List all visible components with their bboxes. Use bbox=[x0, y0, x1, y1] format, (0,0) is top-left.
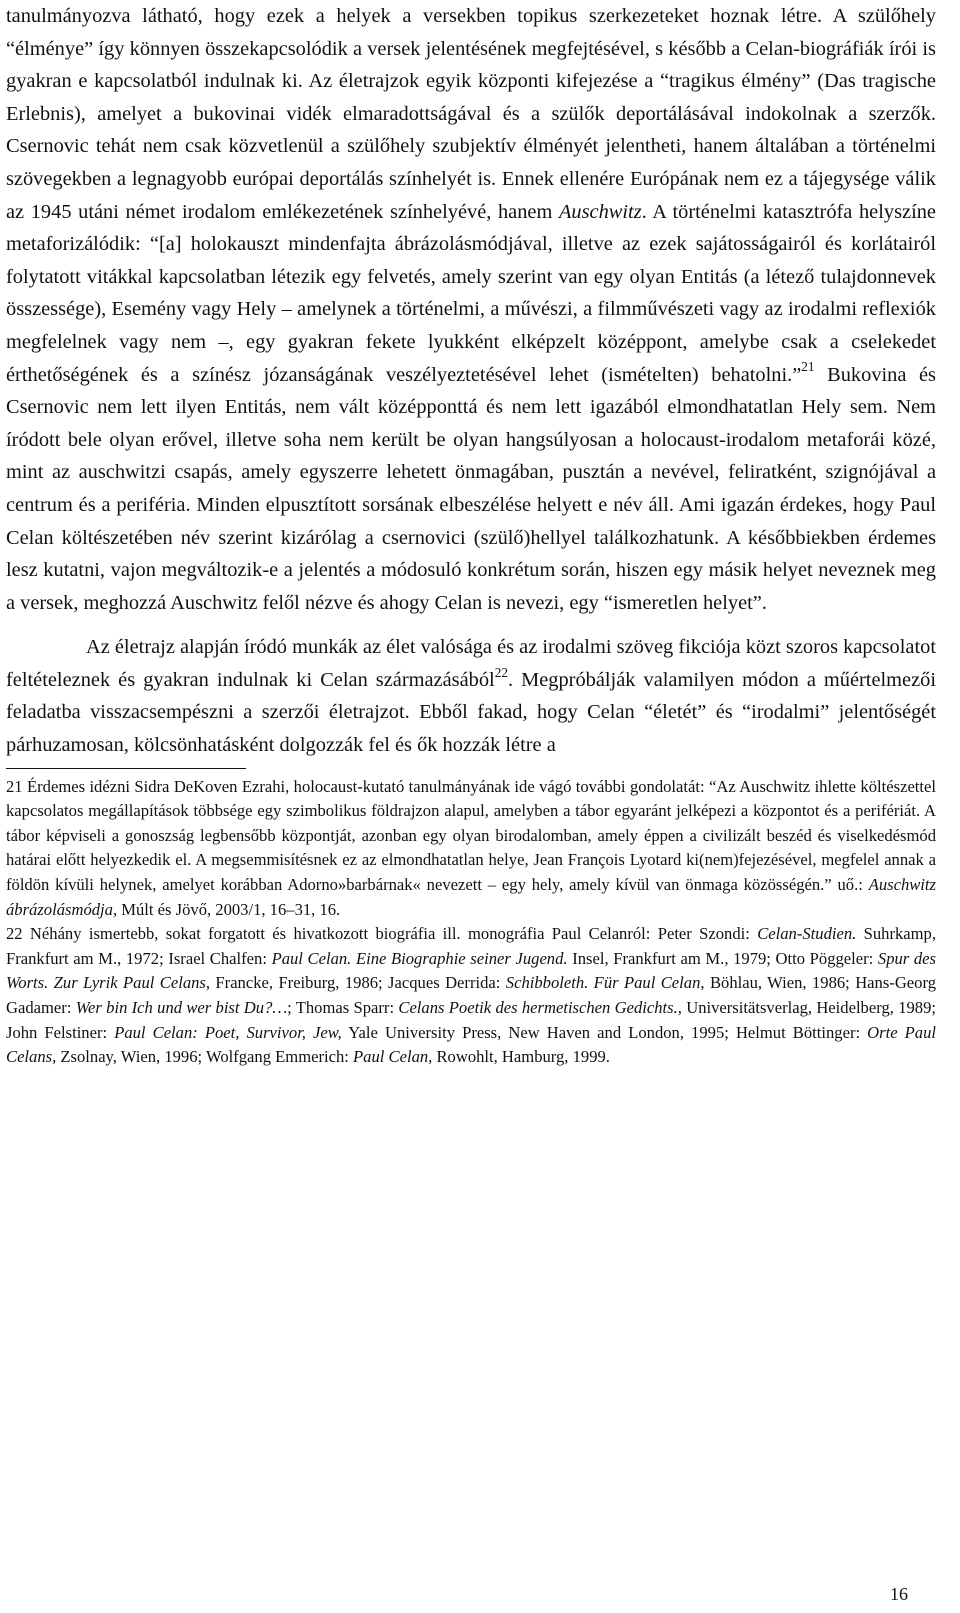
body-paragraph-1 bbox=[6, 0, 936, 619]
text-run: Suhrkamp, Frankfurt am M., 1972; Israel Chalfen: bbox=[6, 924, 936, 968]
text-run: , Böhlau, Wien, 1986; Hans-Georg Gadamer: bbox=[6, 973, 936, 1017]
italic-text: Orte Paul Celans, bbox=[6, 1022, 937, 1067]
italic-text: Celans Poetik des hermetischen Gedichts. bbox=[398, 998, 678, 1017]
text-run: . A történelmi katasztrófa helyszíne metaforizálódik: “[a] holokauszt mindenfajta ábrázolásmódjával, illetve az ezek sajátosságairól és korlátairól folytatott vitákkal kapcsolatban létezik egy felvetés, amely szerint van egy olyan Entitás (a létező tulajdonnevek összessége), Esemény vagy Hely – amelynek a történelmi, a művészi, a filmművészeti vagy az irodalmi reflexiók megfelelnek vagy nem –, egy gyakran fekete lyukként elképzelt középpont, amelybe csak a cselekedet érthetőségének és a színész józanságának veszélyeztetésével lehet (ismételten) behatolni.” bbox=[6, 200, 936, 386]
text-run: Insel, Frankfurt am M., 1979; Otto Pöggeler: bbox=[567, 948, 878, 968]
text-run: Rowohlt, Hamburg, 1999. bbox=[432, 1047, 610, 1067]
text-run: Yale University Press, New Haven and London, 1995; Helmut Böttinger: bbox=[341, 1022, 868, 1042]
page-number: 16 bbox=[890, 1584, 908, 1604]
italic-text: Auschwitz bbox=[558, 200, 642, 223]
footnote-22 bbox=[6, 922, 936, 1070]
footnote-21 bbox=[6, 775, 936, 923]
footnote-reference: 22 bbox=[494, 664, 508, 680]
italic-text: Paul Celan. Eine Biographie seiner Jugend. bbox=[271, 948, 568, 968]
italic-text: Celan-Studien. bbox=[757, 924, 857, 944]
footnote-reference: 21 bbox=[801, 359, 815, 375]
text-run: Bukovina és Csernovic nem lett ilyen Entitás, nem vált középponttá és nem lett igazából elmondhatatlan Hely sem. Nem íródott bele olyan erővel, illetve soha nem került be olyan hangsúlyosan a holocaust-irodalom metaforái közé, mint az auschwitzi csapás, amely egyszerre lehetett önmagában, pusztán a nevével, feliratként, szignójával a centrum és a periféria. Minden elpusztított sorsának elbeszélése helyett e név áll. Ami igazán érdekes, hogy Paul Celan költészetében név szerint kizárólag a csernovici (szülő)hellyel találkozhatunk. A későbbiekben érdemes lesz kutatni, vajon megváltozik-e a jelentés a módosuló konkrétum során, hiszen egy másik helyet neveznek meg a versek, meghozzá Auschwitz felől nézve és ahogy Celan is nevezi, egy “ismeretlen helyet”. bbox=[6, 363, 936, 614]
text-run: Az életrajz alapján íródó munkák az élet valósága és az irodalmi szöveg fikciója közt szoros kapcsolatot feltételeznek és gyakran indulnak ki Celan származásából bbox=[6, 636, 936, 691]
text-run: 22 Néhány ismertebb, sokat forgatott és hivatkozott biográfia ill. monográfia Paul Celanról: Peter Szondi: bbox=[6, 924, 758, 944]
italic-text: Wer bin Ich und wer bist Du?… bbox=[75, 998, 288, 1017]
text-run: . Megpróbálják valamilyen módon a műértelmezői feladatba visszacsempészni a szerzői életrajzot. Ebből fakad, hogy Celan “életét” és “irodalmi” jelentőségét párhuzamosan, kölcsönhatásként dolgozzák fel és ők hozzák létre a bbox=[6, 668, 937, 757]
text-run: 21 Érdemes idézni Sidra DeKoven Ezrahi, holocaust-kutató tanulmányának ide vágó további gondolatát: “Az Auschwitz ihlette költészettel kapcsolatos megállapítások többsége egy szimbolikus földrajzon alapul, amelyben a tábor egyaránt jelképezi a központot és a perifériát. A tábor képviseli a gonoszság legbensőbb központját, azonban egy olyan birodalomban, amely éppen a civilizált beszéd és viselkedésmód határai előtt helyezkedik el. A megsemmisítésnek ez az elmondhatatlan helye, Jean François Lyotard ki(nem)fejezésével, megfelel annak a földön kívüli helynek, amelyet korábban Adorno»barbárnak« nevezett – egy hely, amely kívül van önmaga közösségén.” uő.: bbox=[6, 776, 936, 895]
italic-text: Paul Celan: Poet, Survivor, Jew, bbox=[114, 1022, 342, 1042]
footnotes-section bbox=[6, 768, 936, 1070]
text-run: , Múlt és Jövő, 2003/1, 16–31, 16. bbox=[112, 899, 341, 919]
body-paragraph-2 bbox=[6, 631, 936, 761]
footnote-separator bbox=[6, 768, 246, 769]
text-run: tanulmányozva látható, hogy ezek a helyek a versekben topikus szerkezeteket hoznak létre. A szülőhely “élménye” így könnyen összekapcsolódik a versek jelentésének megfejtésével, s később a Celan-biográfiák írói is gyakran e kapcsolatból indulnak ki. Az életrajzok egyik központi kifejezése a “tragikus élmény” (Das tragische Erlebnis), amelyet a bukovinai vidék elmaradottságával és a szülők deportálásával indokolnak a szerzők. Csernovic tehát nem csak közvetlenül a szülőhely szubjektív élményét jelentheti, hanem általában a történelmi szövegekben a legnagyobb európai deportálás színhelyét is. Ennek ellenére Európának nem ez a tájegysége válik az 1945 utáni német irodalom emlékezetének színhelyévé, hanem bbox=[6, 5, 936, 223]
text-run: , Francke, Freiburg, 1986; Jacques Derrida: bbox=[205, 973, 506, 993]
text-run: Zsolnay, Wien, 1996; Wolfgang Emmerich: bbox=[56, 1047, 354, 1067]
text-run: , Universitätsverlag, Heidelberg, 1989; John Felstiner: bbox=[6, 998, 936, 1042]
text-run: ; Thomas Sparr: bbox=[287, 998, 399, 1017]
italic-text: Paul Celan, bbox=[353, 1047, 433, 1067]
italic-text: Auschwitz ábrázolásmódja bbox=[6, 875, 936, 919]
italic-text: Schibboleth. Für Paul Celan bbox=[505, 973, 701, 993]
document-page bbox=[6, 0, 936, 1070]
italic-text: Spur des Worts. Zur Lyrik Paul Celans bbox=[6, 948, 937, 993]
